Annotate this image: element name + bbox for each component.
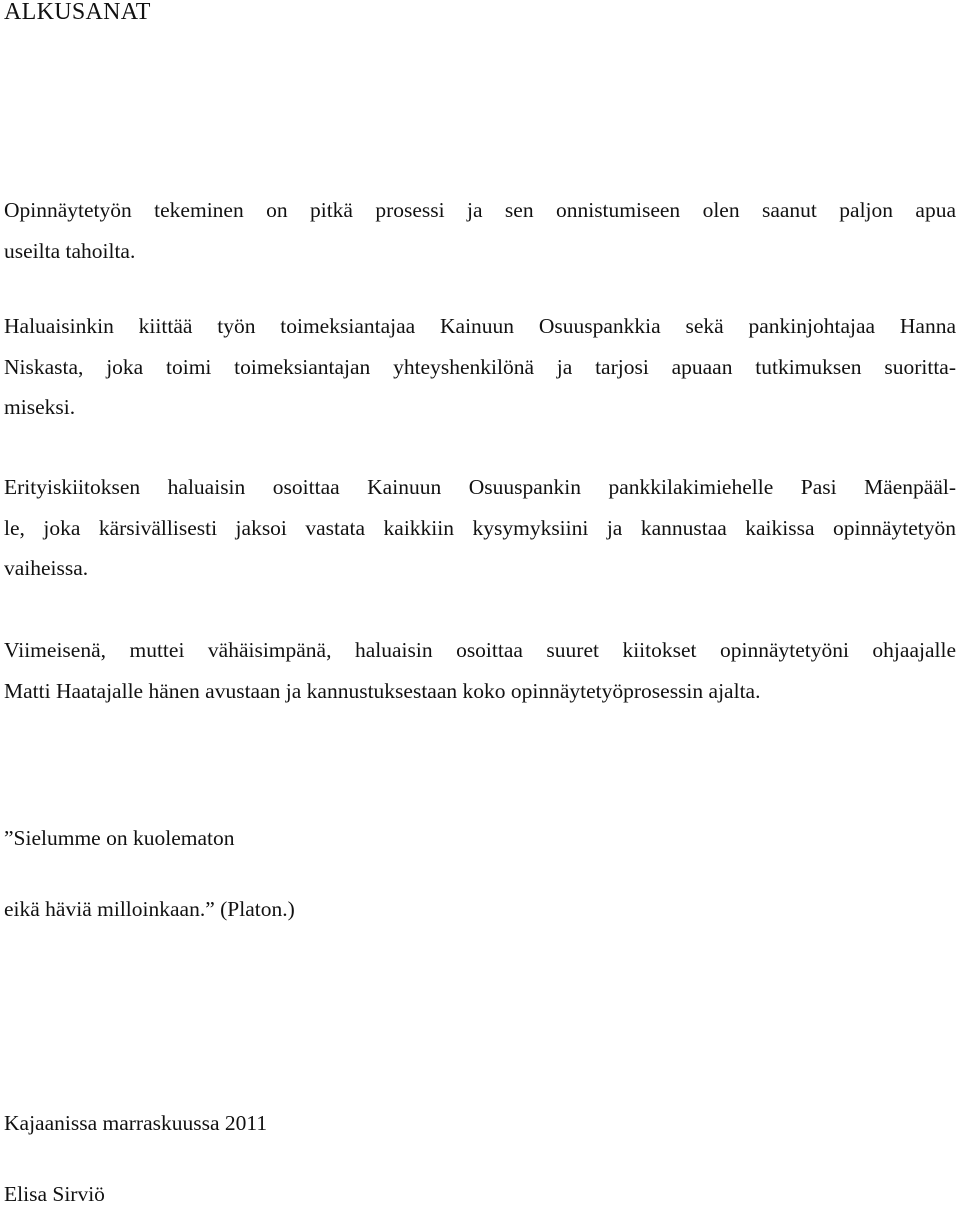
place-and-date: Kajaanissa marraskuussa 2011 <box>4 1111 268 1135</box>
quote-line-1: ”Sielumme on kuolematon <box>4 826 235 850</box>
paragraph-intro <box>4 190 956 271</box>
paragraph-line: Erityiskiitoksen haluaisin osoittaa Kainuun Osuuspankin pankkilakimiehelle Pasi Mäenpääl- <box>4 475 956 499</box>
page-title: ALKUSANAT <box>4 0 151 25</box>
paragraph-line: Matti Haatajalle hänen avustaan ja kannustuksestaan koko opinnäytetyöprosessin ajalta. <box>4 678 761 703</box>
paragraph-line: miseksi. <box>4 395 76 419</box>
paragraph-line: le, joka kärsivällisesti jaksoi vastata kaikkiin kysymyksiini ja kannustaa kaikissa opinnäytetyön <box>4 515 956 540</box>
paragraph-thanks-supervisor <box>4 630 956 711</box>
paragraph-line: Opinnäytetyön tekeminen on pitkä prosessi ja sen onnistumiseen olen saanut paljon apua <box>4 198 956 222</box>
paragraph-line: Haluaisinkin kiittää työn toimeksiantajaa Kainuun Osuuspankkia sekä pankinjohtajaa Hanna <box>4 314 956 338</box>
author-name: Elisa Sirviö <box>4 1182 105 1206</box>
paragraph-line: Niskasta, joka toimi toimeksiantajan yhteyshenkilönä ja tarjosi apuaan tutkimuksen suoritta- <box>4 354 956 379</box>
paragraph-line: Viimeisenä, muttei vähäisimpänä, haluaisin osoittaa suuret kiitokset opinnäytetyöni ohjaajalle <box>4 638 956 662</box>
quote-line-2: eikä häviä milloinkaan.” (Platon.) <box>4 897 295 921</box>
paragraph-thanks-commissioner <box>4 306 956 428</box>
paragraph-line: vaiheissa. <box>4 556 89 580</box>
paragraph-line: useilta tahoilta. <box>4 238 136 263</box>
paragraph-special-thanks <box>4 467 956 589</box>
